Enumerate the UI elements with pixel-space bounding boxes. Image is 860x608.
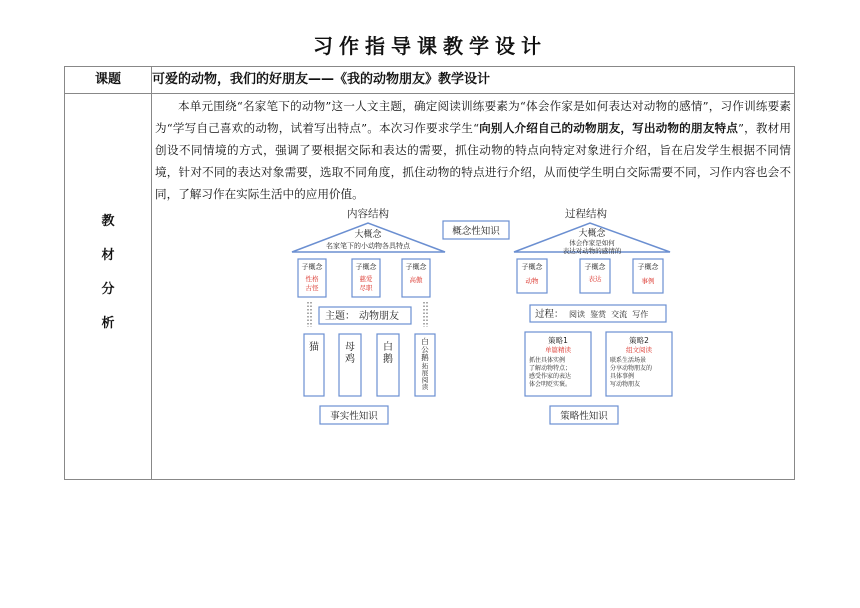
svg-text:拓: 拓 <box>421 362 429 370</box>
analysis-label <box>65 94 152 480</box>
svg-text:读: 读 <box>421 383 429 391</box>
left-concept-title: 大概念 <box>354 230 382 240</box>
svg-text:尽职: 尽职 <box>359 284 373 292</box>
svg-text:策略2: 策略2 <box>629 336 649 345</box>
svg-text:性格: 性格 <box>305 275 319 283</box>
analysis-label-char: 材 <box>101 247 115 263</box>
topic-value: 可爱的动物，我们的好朋友——《我的动物朋友》教学设计 <box>152 67 795 94</box>
analysis-row <box>65 94 795 480</box>
svg-text:母: 母 <box>345 342 355 353</box>
svg-text:阅: 阅 <box>421 376 429 384</box>
left-concept-text: 名家笔下的小动物各具特点 <box>326 242 410 250</box>
animal-box-goose <box>377 334 399 396</box>
strategic-knowledge-label: 策略性知识 <box>560 411 608 422</box>
svg-text:白: 白 <box>383 342 393 353</box>
svg-text:猫: 猫 <box>309 342 319 353</box>
right-sub-1 <box>517 259 547 293</box>
topic-label: 课题 <box>65 67 152 94</box>
svg-text:事例: 事例 <box>641 277 655 285</box>
svg-text:抓住具体实例: 抓住具体实例 <box>529 357 566 364</box>
left-heading: 内容结构 <box>347 208 389 220</box>
svg-text:组文阅读: 组文阅读 <box>626 346 652 354</box>
animal-box-cat <box>304 334 324 396</box>
svg-text:动物: 动物 <box>525 277 539 285</box>
svg-text:慈爱: 慈爱 <box>359 275 373 283</box>
svg-text:单篇精读: 单篇精读 <box>545 346 571 354</box>
left-sub-1 <box>298 259 326 297</box>
analysis-label-char: 析 <box>101 315 115 331</box>
animal-box-hen <box>339 334 361 396</box>
svg-text:具体事例: 具体事例 <box>610 373 635 380</box>
strategy-box-2 <box>606 332 672 396</box>
analysis-label-char: 教 <box>101 213 115 229</box>
svg-text:策略1: 策略1 <box>548 336 568 345</box>
svg-text:体会明贬实褒。: 体会明贬实褒。 <box>529 381 572 388</box>
theme-prefix: 主题： <box>325 311 355 322</box>
svg-text:白: 白 <box>421 337 429 346</box>
analysis-text-1: 本单元围绕“名家笔下的动物”这一人文主题，确定阅读训练要素为“体会作家是如何表达对动物的感情”，习作训练要素为“学写自己喜欢的动物，试着写出特点”。本次习作要求学生“ <box>155 99 791 135</box>
svg-text:子概念: 子概念 <box>355 263 377 271</box>
svg-text:高傲: 高傲 <box>409 276 423 284</box>
svg-text:表达: 表达 <box>588 275 602 283</box>
svg-text:公: 公 <box>421 345 429 354</box>
lesson-table <box>64 66 795 480</box>
process-steps: 阅读 鉴赏 交流 写作 <box>569 310 649 319</box>
analysis-paragraph <box>152 94 794 205</box>
factual-knowledge-label: 事实性知识 <box>330 411 378 422</box>
svg-text:了解动物特点；: 了解动物特点； <box>529 365 572 372</box>
strategy-box-1 <box>525 332 591 396</box>
svg-text:子概念: 子概念 <box>405 263 427 271</box>
left-sub-3 <box>402 259 430 297</box>
svg-text:子概念: 子概念 <box>637 263 659 271</box>
topic-row <box>65 67 795 94</box>
svg-text:写动物朋友: 写动物朋友 <box>610 381 641 388</box>
svg-text:感受作家的表达: 感受作家的表达 <box>529 373 572 380</box>
left-sub-2 <box>352 259 380 297</box>
right-concept-title: 大概念 <box>578 229 606 239</box>
structure-diagram <box>152 205 792 445</box>
document-title: 习作指导课教学设计 <box>313 34 547 58</box>
right-sub-3 <box>633 259 663 293</box>
svg-text:子概念: 子概念 <box>521 263 543 271</box>
analysis-text-2: ”，教材用创设不同情境的方式，强调了要根据交际和表达的需要，抓住动物的特点向特定对象进行介绍，旨在启发学生根据不同情境，针对不同的表达对象需要，选取不同角度，抓住动物的特点进行介绍，从而使学生明白交际需要不同，习作内容也会不同，了解习作在实际生活中的应用价值。 <box>155 121 791 201</box>
process-label: 过程： <box>535 309 564 320</box>
analysis-bold-requirement: 向别人介绍自己的动物朋友，写出动物的朋友特点 <box>479 121 738 135</box>
right-concept-line: 表达对动物的感情的 <box>562 247 622 255</box>
svg-text:鸡: 鸡 <box>345 354 355 365</box>
right-concept-line: 体会作家是如何 <box>569 239 615 247</box>
svg-text:子概念: 子概念 <box>301 263 323 271</box>
concept-knowledge-label: 概念性知识 <box>452 226 500 237</box>
svg-text:子概念: 子概念 <box>584 263 606 271</box>
analysis-content <box>152 94 795 480</box>
svg-text:联系生活场景: 联系生活场景 <box>610 357 647 364</box>
svg-text:分享动物朋友的: 分享动物朋友的 <box>610 365 653 372</box>
analysis-label-char: 分 <box>101 281 115 297</box>
svg-text:古怪: 古怪 <box>305 284 319 292</box>
svg-text:鹅: 鹅 <box>421 353 429 362</box>
theme-value: 动物朋友 <box>359 311 399 322</box>
right-sub-2 <box>580 259 610 293</box>
animal-box-extended-reading <box>415 334 435 396</box>
svg-text:鹅: 鹅 <box>383 354 393 365</box>
svg-text:展: 展 <box>421 369 429 377</box>
right-heading: 过程结构 <box>565 208 607 220</box>
